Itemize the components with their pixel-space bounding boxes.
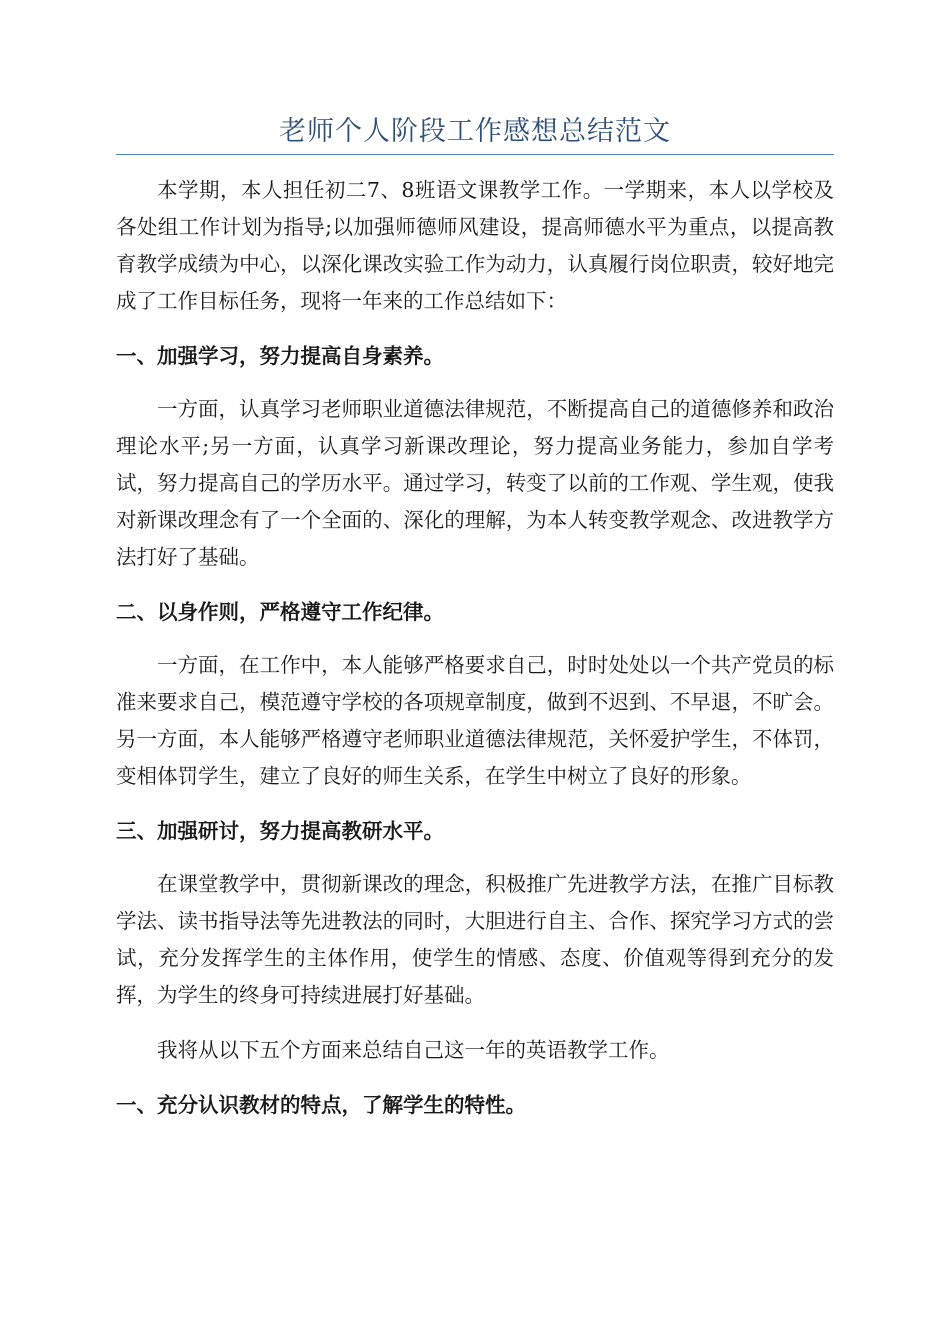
final-section-heading: 一、充分认识教材的特点，了解学生的特性。 [116,1093,526,1117]
section-1-heading: 一、加强学习，努力提高自身素养。 [116,344,444,368]
section-2-heading: 二、以身作则，严格遵守工作纪律。 [116,600,444,624]
section-2-paragraph: 一方面，在工作中，本人能够严格要求自己，时时处处以一个共产党员的标准来要求自己，模范遵守学校的各项规章制度，做到不迟到、不早退，不旷会。另一方面，本人能够严格遵守老师职业道德法律规范，关怀爱护学生，不体罚，变相体罚学生，建立了良好的师生关系，在学生中树立了良好的形象。 [116,653,834,788]
document-body [116,172,834,1124]
section-3-paragraph: 在课堂教学中，贯彻新课改的理念，积极推广先进教学方法，在推广目标教学法、读书指导法等先进教法的同时，大胆进行自主、合作、探究学习方式的尝试，充分发挥学生的主体作用，使学生的情感、态度、价值观等得到充分的发挥，为学生的终身可持续进展打好基础。 [116,872,834,1007]
intro-paragraph: 本学期，本人担任初二7、8班语文课教学工作。一学期来，本人以学校及各处组工作计划为指导;以加强师德师风建设，提高师德水平为重点，以提高教育教学成绩为中心，以深化课改实验工作为动力，认真履行岗位职责，较好地完成了工作目标任务，现将一年来的工作总结如下： [116,178,834,313]
title-underline [116,154,834,155]
section-1-paragraph: 一方面，认真学习老师职业道德法律规范，不断提高自己的道德修养和政治理论水平;另一方面，认真学习新课改理论，努力提高业务能力，参加自学考试，努力提高自己的学历水平。通过学习，转变了以前的工作观、学生观，使我对新课改理念有了一个全面的、深化的理解，为本人转变教学观念、改进教学方法打好了基础。 [116,397,834,569]
transition-paragraph: 我将从以下五个方面来总结自己这一年的英语教学工作。 [157,1038,670,1062]
section-3-heading: 三、加强研讨，努力提高教研水平。 [116,819,444,843]
document-title: 老师个人阶段工作感想总结范文 [279,116,671,147]
